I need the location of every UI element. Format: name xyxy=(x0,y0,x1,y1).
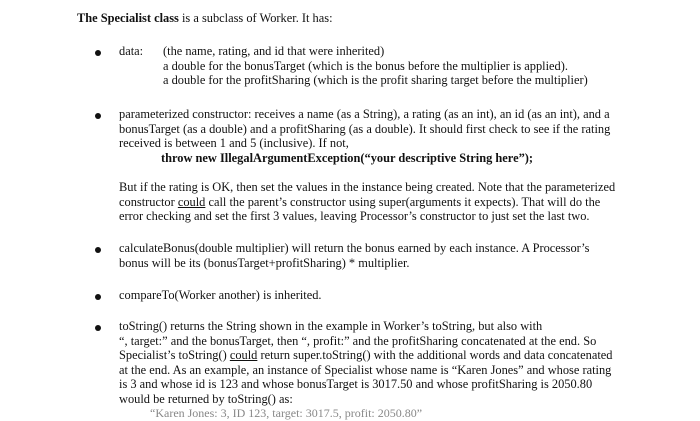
note-line: error checking and set the first 3 values, leaving Processor’s constructor to just set the last two. xyxy=(119,209,590,224)
constructor-note xyxy=(119,180,679,224)
note-text: call the parent’s constructor using super(arguments it expects). That will do the xyxy=(205,194,601,209)
constructor-line: bonusTarget (as a double) and a profitSharing (as a double). It should first check to see if the rating xyxy=(119,121,611,136)
bullet-icon xyxy=(95,113,101,119)
constructor-line: received is between 1 and 5 (inclusive). If not, xyxy=(119,136,349,151)
data-line: a double for the bonusTarget (which is the bonus before the multiplier is applied). xyxy=(163,58,568,73)
data-label: data: xyxy=(119,44,144,58)
bullet-icon xyxy=(95,294,101,300)
tostring-text: return super.toString() with the additional words and data concatenated xyxy=(257,348,613,363)
calc-line: calculateBonus(double multiplier) will return the bonus earned by each instance. A Processor’s xyxy=(119,241,590,255)
tostring-line: would be returned by toString() as: xyxy=(119,391,293,406)
throw-statement: throw new IllegalArgumentException(“your descriptive String here”); xyxy=(161,150,534,165)
bullet-icon xyxy=(95,325,101,331)
calculate-bonus-description xyxy=(119,241,679,270)
note-underlined: could xyxy=(177,194,206,209)
cutoff-example-line: “Karen Jones: 3, ID 123, target: 3017.5, profit: 2050.80” xyxy=(150,406,423,420)
tostring-line: is 3 and whose id is 123 and whose bonusTarget is 3017.50 and whose profitSharing is 2050.80 xyxy=(119,377,593,392)
bullet-icon xyxy=(95,247,101,253)
bullet-icon xyxy=(95,50,101,56)
constructor-line: parameterized constructor: receives a name (as a String), a rating (as an int), an id (as an int), and a xyxy=(119,107,610,121)
note-line xyxy=(119,195,679,210)
note-line: But if the rating is OK, then set the values in the instance being created. Note that the parameterized xyxy=(119,180,616,194)
data-line: (the name, rating, and id that were inherited) xyxy=(163,44,385,58)
tostring-line: toString() returns the String shown in the example in Worker’s toString, but also with xyxy=(119,319,543,333)
tostring-underlined: could xyxy=(229,348,258,363)
heading-rest: is a subclass of Worker. It has: xyxy=(178,11,333,25)
tostring-line: “, target:” and the bonusTarget, then “, profit:” and the profitSharing concatenated at the end. So xyxy=(119,333,597,348)
constructor-description xyxy=(119,107,679,165)
tostring-text: Specialist’s toString() xyxy=(119,348,230,363)
note-text: constructor xyxy=(119,194,178,209)
tostring-description xyxy=(119,319,679,407)
calc-line: bonus will be its (bonusTarget+profitSharing) * multiplier. xyxy=(119,255,410,270)
tostring-line xyxy=(119,348,679,363)
data-line: a double for the profitSharing (which is the profit sharing target before the multiplier) xyxy=(163,73,588,88)
data-description xyxy=(163,44,683,88)
section-heading xyxy=(77,11,333,26)
heading-bold: The Specialist class xyxy=(77,11,179,25)
compare-description: compareTo(Worker another) is inherited. xyxy=(119,288,322,302)
tostring-line: at the end. As an example, an instance of Specialist whose name is “Karen Jones” and whose rating xyxy=(119,362,612,377)
